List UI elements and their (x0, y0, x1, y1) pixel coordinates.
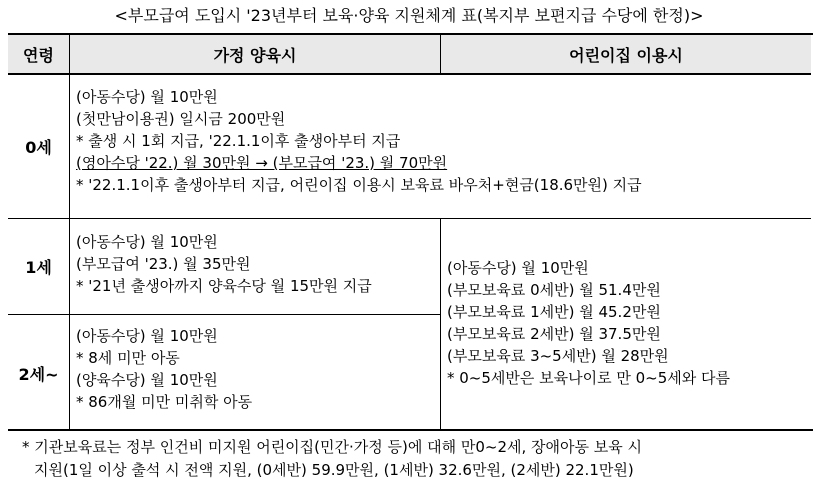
age-2-line-2: * 8세 미만 아동 (76, 349, 180, 367)
age-0-label: 0세 (25, 138, 52, 157)
age-2-line-4: * 86개월 미만 미취학 아동 (76, 393, 253, 411)
header-home: 가정 양육시 (70, 35, 440, 73)
age-0-line-5: * '22.1.1이후 출생아부터 지급, 어린이집 이용시 보육료 바우처+현금(18.6만원) 지급 (76, 176, 642, 194)
row0-bottom-line (8, 218, 811, 219)
header-bottom-line (8, 73, 811, 75)
row1-bottom-line (8, 314, 440, 315)
age-0-line-4: (영아수당 '22.) 월 30만원 → (부모급여 '23.) 월 70만원 (76, 154, 448, 172)
age-2-line-3: (양육수당) 월 10만원 (76, 371, 218, 389)
daycare-line-2: (부모보육료 0세반) 월 51.4만원 (447, 281, 661, 299)
age-0-content (70, 86, 810, 196)
age-1-content (70, 231, 438, 297)
support-table (8, 33, 813, 431)
daycare-line-4: (부모보육료 2세반) 월 37.5만원 (447, 325, 661, 343)
age-2-content (70, 325, 438, 413)
footnote-line-1: * 기관보육료는 정부 인건비 미지원 어린이집(민간·가정 등)에 대해 만0~2세, 장애아동 보육 시 (22, 438, 642, 456)
age-0-line-3: * 출생 시 1회 지급, '22.1.1이후 출생아부터 지급 (76, 132, 401, 150)
age-1-line-3: * '21년 출생아까지 양육수당 월 15만원 지급 (76, 277, 372, 295)
age-2-line-1: (아동수당) 월 10만원 (76, 327, 218, 345)
age-2-label: 2세~ (18, 364, 59, 384)
age-1-line-2: (부모급여 '23.) 월 35만원 (76, 255, 251, 273)
daycare-line-3: (부모보육료 1세반) 월 45.2만원 (447, 303, 661, 321)
daycare-line-6: * 0~5세반은 보육나이로 만 0~5세와 다름 (447, 369, 731, 387)
footnote-line-2: 지원(1일 이상 출석 시 전액 지원, (0세반) 59.9만원, (1세반) 32.6만원, (2세반) 22.1만원) (34, 461, 634, 479)
page-title: <부모급여 도입시 '23년부터 보육·양육 지원체계 표(복지부 보편지급 수당에 한정)> (114, 6, 704, 25)
age-0-line-1: (아동수당) 월 10만원 (76, 88, 218, 106)
daycare-line-5: (부모보육료 3~5세반) 월 28만원 (447, 347, 669, 365)
header-column-divider (440, 35, 441, 73)
age-0-line-2: (첫만남이용권) 일시금 200만원 (76, 110, 286, 128)
header-age: 연령 (8, 35, 69, 73)
daycare-content (441, 257, 809, 389)
age-1-line-1: (아동수당) 월 10만원 (76, 233, 218, 251)
footnote (22, 436, 812, 482)
daycare-line-1: (아동수당) 월 10만원 (447, 259, 589, 277)
header-daycare: 어린이집 이용시 (441, 35, 811, 73)
age-1-label: 1세 (25, 258, 52, 277)
